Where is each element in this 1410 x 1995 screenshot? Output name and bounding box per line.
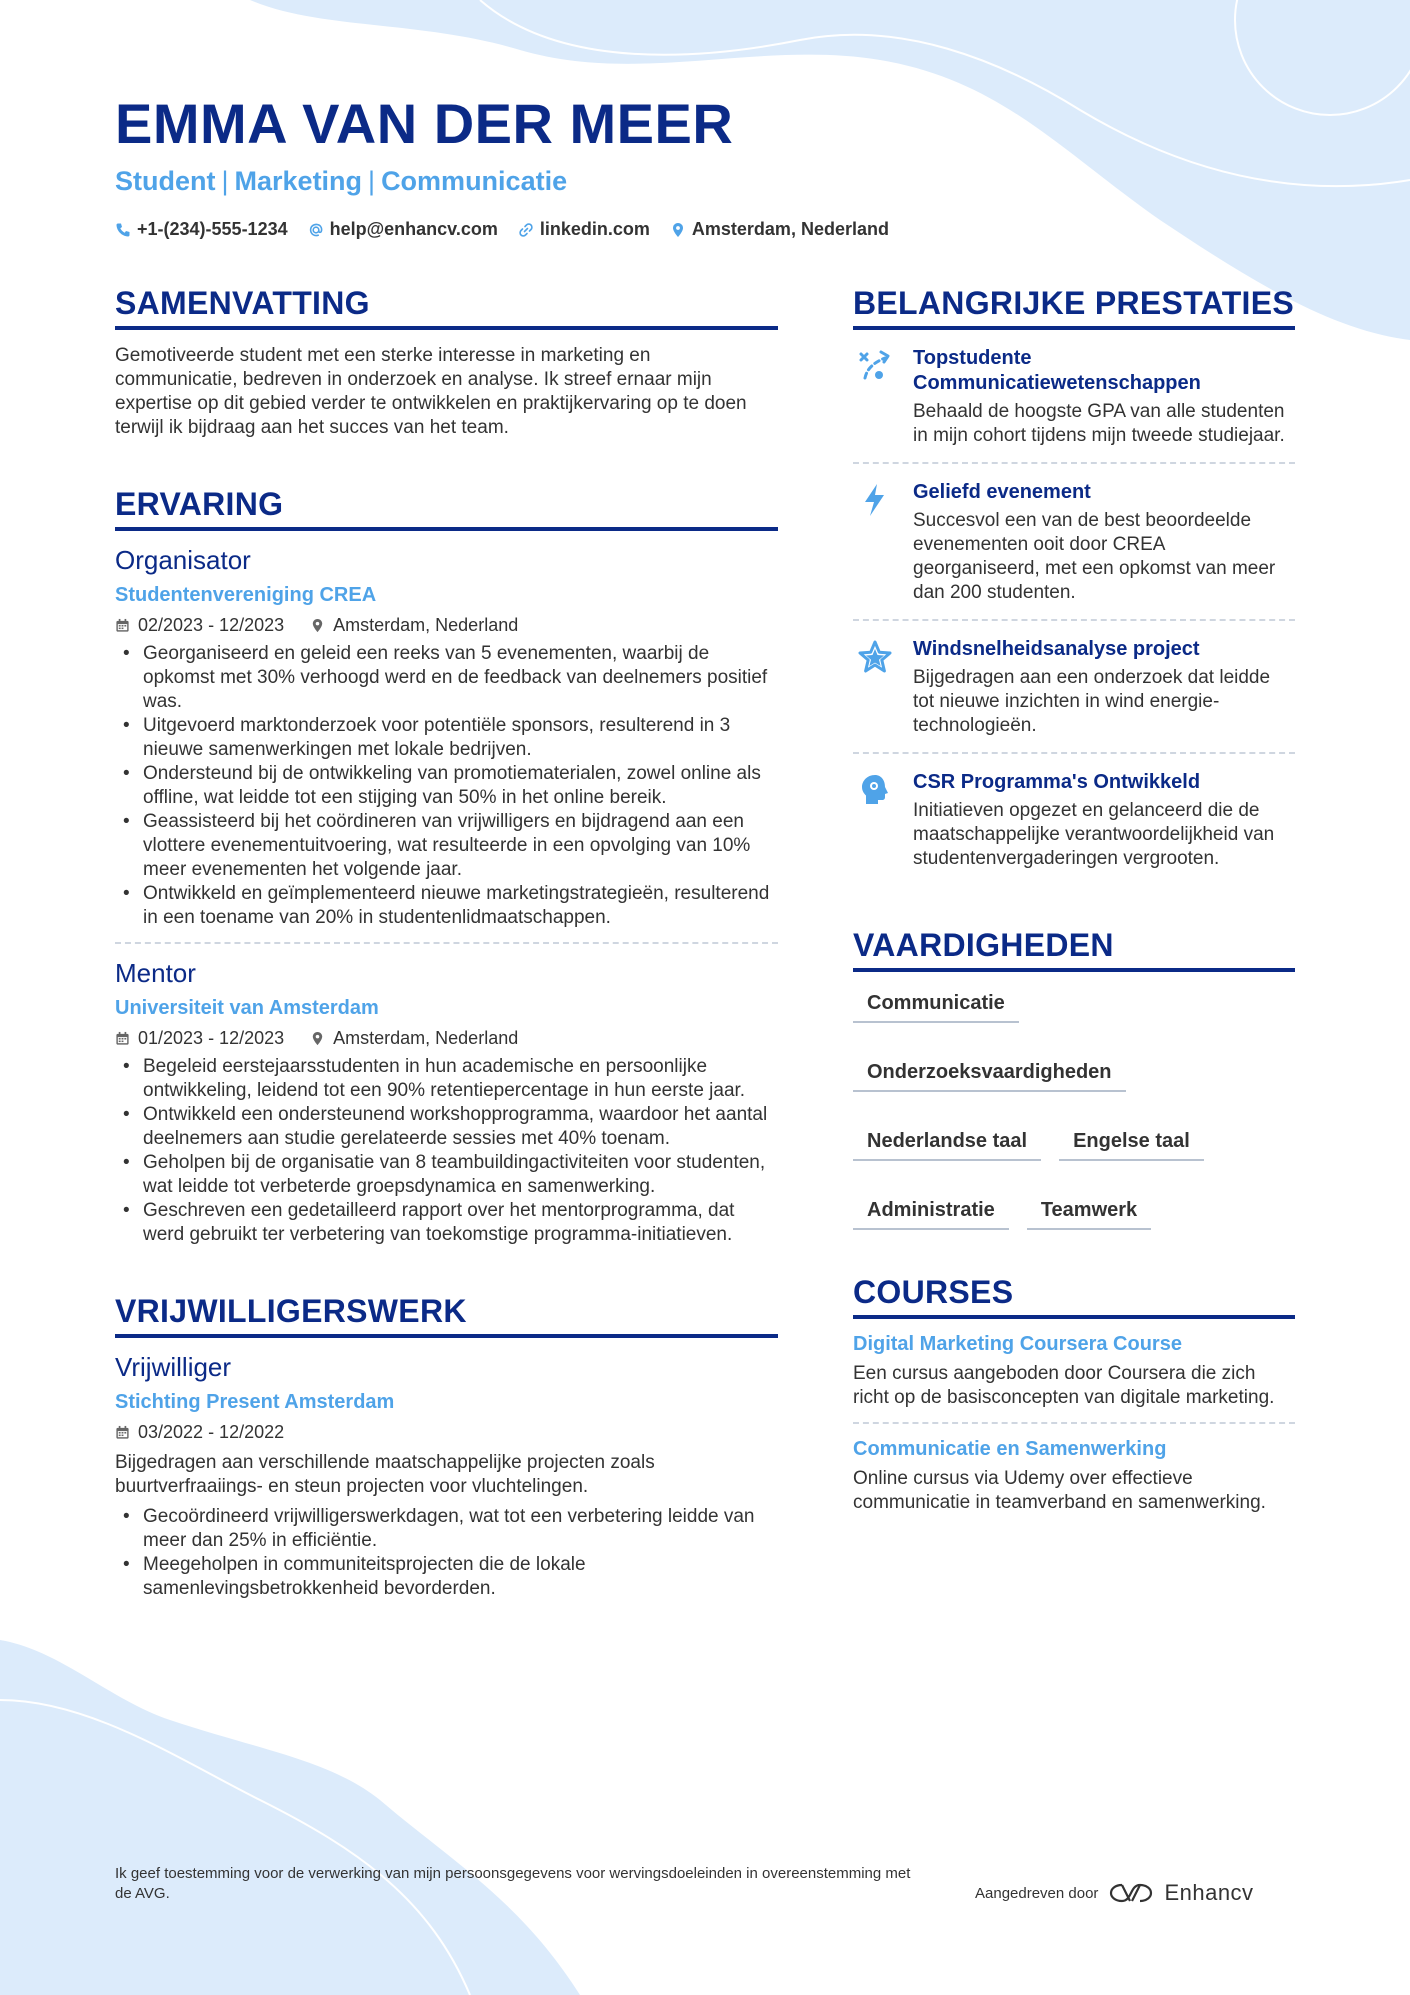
- bullet-item: • Gecoördineerd vrijwilligerswerkdagen, wat tot een verbetering leidde van meer dan 25% in efficiëntie.: [115, 1505, 778, 1553]
- volunteer-organization: Stichting Present Amsterdam: [115, 1391, 395, 1413]
- skills-row: [853, 1053, 1295, 1092]
- volunteer-section: [115, 1293, 778, 1601]
- achievement-icon-wrap: [853, 346, 897, 448]
- location-text: Amsterdam, Nederland: [691, 219, 889, 239]
- course-text: Een cursus aangeboden door Coursera die zich richt op de basisconcepten van digitale marketing.: [853, 1363, 1275, 1408]
- skill-tag: Teamwerk: [1027, 1191, 1151, 1230]
- job-role: Mentor: [115, 958, 196, 988]
- job-location: [310, 615, 518, 636]
- job-role: Organisator: [115, 545, 251, 575]
- lightning-icon: [857, 482, 893, 518]
- achievement-item: [853, 752, 1295, 885]
- achievement-body: [913, 480, 1295, 605]
- courses-section: [853, 1274, 1295, 1527]
- email-address: help@enhancv.com: [329, 219, 498, 239]
- achievement-body: [913, 346, 1295, 448]
- bullet-item: • Ondersteund bij de ontwikkeling van promotiematerialen, zowel online als offline, wat leidde tot een stijging van 50% in het online bereik.: [115, 762, 778, 810]
- achievement-body: [913, 770, 1295, 871]
- powered-by-label: Aangedreven door: [975, 1884, 1099, 1902]
- bullet-item: • Geschreven een gedetailleerd rapport over het mentorprogramma, dat werd gebruikt ter verbetering van toekomstige programma-initiatieven.: [115, 1199, 778, 1247]
- job-location-text: Amsterdam, Nederland: [333, 615, 519, 635]
- experience-entry: [115, 545, 778, 930]
- job-dates: [115, 615, 284, 636]
- powered-by[interactable]: [975, 1880, 1254, 1906]
- volunteer-bullets: [115, 1505, 778, 1601]
- achievement-item: [853, 619, 1295, 752]
- achievement-text: Bijgedragen aan een onderzoek dat leidde tot nieuwe inzichten in wind energie-technologieën.: [913, 667, 1271, 736]
- bullet-item: • Uitgevoerd marktonderzoek voor potentiële sponsors, resulterend in 3 nieuwe samenwerkingen met lokale bedrijven.: [115, 714, 778, 762]
- achievement-text: Succesvol een van de best beoordeelde evenementen ooit door CREA georganiseerd, met een opkomst van meer dan 200 studenten.: [913, 510, 1276, 603]
- achievements-section: [853, 285, 1295, 885]
- phone-number: +1-(234)-555-1234: [137, 219, 288, 239]
- calendar-icon: [115, 618, 130, 633]
- skills-row: [853, 1122, 1295, 1161]
- bullet-item: • Georganiseerd en geleid een reeks van 5 evenementen, waarbij de opkomst met 30% verhoogd werd en de feedback van deelnemers positief was.: [115, 642, 778, 714]
- achievement-text: Initiatieven opgezet en gelanceerd die de maatschappelijke verantwoordelijkheid van studentenvergaderingen vergrooten.: [913, 800, 1275, 869]
- right-column: [853, 285, 1295, 1527]
- consent-text: Ik geef toestemming voor de verwerking van mijn persoonsgegevens voor wervingsdoeleinden in overeenstemming met de AVG.: [115, 1865, 911, 1902]
- star-icon: [857, 639, 893, 675]
- experience-entry: [115, 958, 778, 1247]
- job-location-text: Amsterdam, Nederland: [333, 1028, 519, 1048]
- volunteer-role: Vrijwilliger: [115, 1352, 232, 1382]
- candidate-name: EMMA VAN DER MEER: [115, 92, 734, 155]
- contact-phone[interactable]: [115, 219, 288, 240]
- strategy-icon: [857, 348, 893, 384]
- tagline-separator: |: [368, 166, 376, 196]
- volunteer-description: Bijgedragen aan verschillende maatschappelijke projecten zoals buurtverfraaiings- en steun projecten voor vluchtelingen.: [115, 1452, 655, 1497]
- summary-text: Gemotiveerde student met een sterke interesse in marketing en communicatie, bedreven in onderzoek en analyse. Ik streef ernaar mijn expertise op dit gebied verder te ontwikkelen en praktijkervaring op te doen terwijl ik bijdraag aan het succes van het team.: [115, 345, 747, 438]
- bullet-item: • Geassisteerd bij het coördineren van vrijwilligers en bijdragend aan een vlottere evenementuitvoering, wat resulteerde in een opvolging van 10% meer evenementen het volgende jaar.: [115, 810, 778, 882]
- skills-section: [853, 927, 1295, 1230]
- bullet-item: • Geholpen bij de organisatie van 8 teambuildingactiviteiten voor studenten, wat leidde tot verbeterde groepsdynamica en samenwerking.: [115, 1151, 778, 1199]
- achievement-icon-wrap: [853, 770, 897, 871]
- enhancv-logo-icon: [1108, 1881, 1154, 1905]
- tagline: [115, 166, 567, 197]
- link-icon: [518, 222, 534, 238]
- contact-location: [670, 219, 889, 240]
- job-dates-text: 02/2023 - 12/2023: [138, 615, 285, 635]
- skill-tag: Administratie: [853, 1191, 1009, 1230]
- head-icon: [857, 772, 893, 808]
- job-dates-text: 01/2023 - 12/2023: [138, 1028, 285, 1048]
- achievement-body: [913, 637, 1295, 738]
- course-item: [853, 1422, 1295, 1527]
- skills-row: [853, 1191, 1295, 1230]
- bullet-item: • Ontwikkeld en geïmplementeerd nieuwe marketingstrategieën, resulterend in een toename van 20% in studentenlidmaatschappen.: [115, 882, 778, 930]
- job-bullets: [115, 1055, 778, 1247]
- at-icon: [308, 222, 324, 238]
- achievement-title: CSR Programma's Ontwikkeld: [913, 771, 1201, 793]
- job-meta: [115, 1028, 778, 1049]
- tagline-item: Student: [115, 166, 216, 196]
- section-title-achievements: BELANGRIJKE PRESTATIES: [853, 285, 1295, 330]
- achievement-text: Behaald de hoogste GPA van alle studenten in mijn cohort tijdens mijn tweede studiejaar.: [913, 401, 1285, 446]
- section-title-courses: COURSES: [853, 1274, 1295, 1319]
- location-pin-icon: [310, 1031, 325, 1046]
- section-title-experience: ERVARING: [115, 486, 778, 531]
- summary-section: [115, 285, 778, 440]
- entry-divider: [115, 942, 778, 944]
- section-title-summary: SAMENVATTING: [115, 285, 778, 330]
- course-title: Communicatie en Samenwerking: [853, 1438, 1167, 1460]
- contact-linkedin[interactable]: [518, 219, 650, 240]
- linkedin-url: linkedin.com: [539, 219, 650, 239]
- job-meta: [115, 615, 778, 636]
- location-pin-icon: [310, 618, 325, 633]
- bullet-item: • Begeleid eerstejaarsstudenten in hun academische en persoonlijke ontwikkeling, leidend tot een 90% retentiepercentage in hun eerste jaar.: [115, 1055, 778, 1103]
- experience-section: [115, 486, 778, 1247]
- achievement-icon-wrap: [853, 637, 897, 738]
- skill-tag: Communicatie: [853, 984, 1019, 1023]
- achievement-item: [853, 330, 1295, 462]
- achievement-title: Windsnelheidsanalyse project: [913, 638, 1200, 660]
- achievement-icon-wrap: [853, 480, 897, 605]
- phone-icon: [115, 222, 131, 238]
- volunteer-meta: [115, 1422, 778, 1443]
- job-dates: [115, 1028, 284, 1049]
- skills-list: [853, 984, 1295, 1230]
- calendar-icon: [115, 1425, 130, 1440]
- section-title-volunteer: VRIJWILLIGERSWERK: [115, 1293, 778, 1338]
- contact-bar: [115, 219, 889, 240]
- course-title: Digital Marketing Coursera Course: [853, 1333, 1182, 1355]
- skills-row: [853, 984, 1295, 1023]
- volunteer-dates: [115, 1422, 284, 1443]
- bullet-item: • Ontwikkeld een ondersteunend workshopprogramma, waardoor het aantal deelnemers aan studie gerelateerde sessies met 40% toenam.: [115, 1103, 778, 1151]
- achievement-title: Geliefd evenement: [913, 481, 1091, 503]
- section-title-skills: VAARDIGHEDEN: [853, 927, 1295, 972]
- job-bullets: [115, 642, 778, 930]
- course-item: [853, 1319, 1295, 1422]
- skill-tag: Onderzoeksvaardigheden: [853, 1053, 1126, 1092]
- job-organization: Studentenvereniging CREA: [115, 584, 377, 606]
- achievement-title: Topstudente Communicatiewetenschappen: [913, 347, 1201, 394]
- brand-name: Enhancv: [1164, 1880, 1254, 1905]
- course-text: Online cursus via Udemy over effectieve communicatie in teamverband en samenwerking.: [853, 1468, 1266, 1513]
- skill-tag: Nederlandse taal: [853, 1122, 1041, 1161]
- job-organization: Universiteit van Amsterdam: [115, 997, 379, 1019]
- tagline-item: Communicatie: [381, 166, 568, 196]
- calendar-icon: [115, 1031, 130, 1046]
- volunteer-dates-text: 03/2022 - 12/2022: [138, 1422, 285, 1442]
- left-column: [115, 285, 778, 1601]
- tagline-item: Marketing: [234, 166, 363, 196]
- bullet-item: • Meegeholpen in communiteitsprojecten die de lokale samenlevingsbetrokkenheid bevorderden.: [115, 1553, 778, 1601]
- location-pin-icon: [670, 222, 686, 238]
- skill-tag: Engelse taal: [1059, 1122, 1204, 1161]
- tagline-separator: |: [221, 166, 229, 196]
- job-location: [310, 1028, 518, 1049]
- contact-email[interactable]: [308, 219, 498, 240]
- achievement-item: [853, 462, 1295, 619]
